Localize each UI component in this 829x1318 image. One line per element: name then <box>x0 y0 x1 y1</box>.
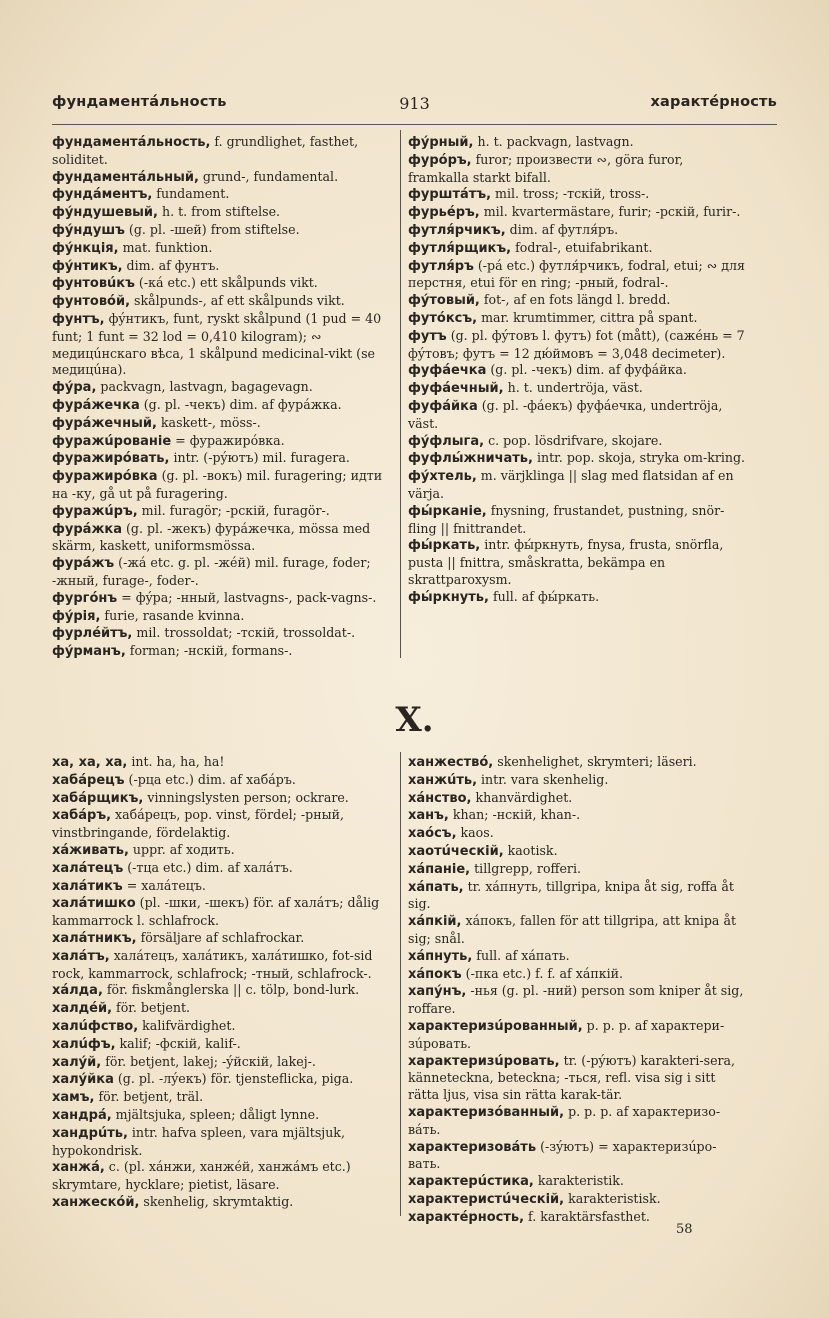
definition: хабáрецъ, pop. vinst, fördel; -рный, vinstbringande, fördelaktig. <box>52 807 349 841</box>
definition: furie, rasande kvinna. <box>100 607 245 623</box>
dictionary-entry <box>408 362 746 380</box>
dictionary-entry <box>52 258 392 276</box>
dictionary-entry <box>52 982 392 1000</box>
dictionary-entry <box>52 1107 392 1125</box>
definition: mil. tross; -тскій, tross-. <box>491 186 650 202</box>
headword: фурáжечка <box>52 397 140 413</box>
dictionary-entry <box>52 169 392 187</box>
headword: фуражúръ, <box>52 503 138 519</box>
dictionary-entry <box>408 1209 746 1227</box>
dictionary-entry <box>408 537 746 588</box>
definition: f. karaktärsfasthet. <box>524 1208 650 1224</box>
bottom-left-column <box>52 754 392 1212</box>
dictionary-entry <box>52 275 392 293</box>
dictionary-entry <box>408 807 746 825</box>
column-divider <box>400 130 401 658</box>
dictionary-entry <box>408 433 746 451</box>
definition: халáтецъ, халáтикъ, халáтишко, fot-sid rock, kammarrock, schlafrock; -тный, schlafrock-. <box>52 947 377 981</box>
headword: футля́рчикъ, <box>408 222 506 238</box>
definition: int. ha, ha, ha! <box>127 754 225 769</box>
definition: skålpunds-, af ett skålpunds vikt. <box>130 293 345 309</box>
definition: vinningslysten person; ockrare. <box>143 789 349 805</box>
definition: intr. hafva spleen, vara mjältsjuk, hypokondrisk. <box>52 1124 349 1158</box>
dictionary-entry <box>52 1018 392 1036</box>
headword: футóксъ, <box>408 310 478 326</box>
definition: (pl. -шки, -шекъ) för. af халáтъ; dålig kammarrock l. schlafrock. <box>52 895 384 929</box>
definition: kaos. <box>456 825 494 841</box>
headword: фы́ркать, <box>408 538 481 554</box>
header-left-guideword: фундаментáльность <box>52 94 227 110</box>
definition: fodral-, etuifabrikant. <box>511 239 653 255</box>
definition: packvagn, lastvagn, bagagevagn. <box>96 379 313 395</box>
dictionary-entry <box>52 521 392 556</box>
headword: фýрія, <box>52 608 101 624</box>
dictionary-entry <box>408 134 746 152</box>
dictionary-entry <box>408 310 746 328</box>
dictionary-entry <box>408 292 746 310</box>
definition: p. p. p. af характеризо-вáть. <box>408 1103 721 1137</box>
headword: фундаментáльный, <box>52 169 199 185</box>
dictionary-entry <box>52 1036 392 1054</box>
definition: tillgrepp, rofferi. <box>470 860 581 876</box>
headword: фундáментъ, <box>52 187 153 203</box>
dictionary-entry <box>52 1071 392 1089</box>
headword: характéрность, <box>408 1209 525 1225</box>
definition: tr. хáпнуть, tillgripa, knipa åt sig, roffa åt sig. <box>408 878 738 912</box>
dictionary-entry <box>52 433 392 451</box>
headword: ханъ, <box>408 808 449 824</box>
definition: intr. vara skenhelig. <box>477 771 609 787</box>
dictionary-entry <box>52 948 392 983</box>
definition: uppr. af ходить. <box>128 841 235 857</box>
definition: (-рца etc.) dim. af хабáръ. <box>124 771 296 787</box>
definition: tr. (-рýютъ) karakteri-sera, känneteckna, beteckna; -ться, refl. visa sig i sitt rätta ljus, visa sin rätta karak-tär. <box>408 1052 740 1103</box>
dictionary-entry <box>52 379 392 397</box>
headword: фуражúрованіе <box>52 433 172 449</box>
dictionary-entry <box>52 415 392 433</box>
headword: хабáрщикъ, <box>52 790 144 806</box>
dictionary-entry <box>52 293 392 311</box>
bottom-right-column <box>408 754 746 1227</box>
definition: kalifvärdighet. <box>138 1017 236 1033</box>
headword: халáтишко <box>52 896 136 912</box>
headword: фýтовый, <box>408 293 480 309</box>
definition: intr. pop. skoja, stryka om-kring. <box>532 450 746 466</box>
dictionary-entry <box>408 589 746 607</box>
definition: f. grundlighet, fasthet, soliditet. <box>52 134 363 167</box>
definition: (-жá etc. g. pl. -жéй) mil. furage, foder; -жный, furage-, foder-. <box>52 555 375 588</box>
dictionary-entry <box>52 204 392 222</box>
headword: ханжествó, <box>408 755 494 770</box>
headword: характеризóванный, <box>408 1104 565 1120</box>
headword: фунтовúкъ <box>52 276 135 292</box>
definition: фýнтикъ, funt, ryskt skålpund (1 pud = 40 funt; 1 funt = 32 lod = 0,410 kilogram); ∾ медицúнскаго вѣса, 1 skålpund medicinal-vikt (se медицúна). <box>52 310 386 378</box>
dictionary-entry <box>408 843 746 861</box>
definition: (-тца etc.) dim. af халáтъ. <box>123 859 293 875</box>
definition: furor; произвести ∾, göra furor, framkalla starkt bifall. <box>408 151 688 185</box>
headword: фуражирóвать, <box>52 451 170 467</box>
dictionary-entry <box>408 1104 746 1139</box>
dictionary-entry <box>52 468 392 503</box>
headword: характерúстика, <box>408 1174 534 1190</box>
headword: характеристúческій, <box>408 1191 565 1207</box>
headword: фы́рканіе, <box>408 503 487 519</box>
definition: grund-, fundamental. <box>198 168 339 184</box>
definition: karakteristik. <box>533 1173 624 1189</box>
definition: (-зýютъ) = характеризúро-вать. <box>408 1138 717 1172</box>
definition: mar. krumtimmer, cittra på spant. <box>477 309 698 325</box>
definition: p. p. p. af характери-зúровать. <box>408 1017 725 1051</box>
definition: fnysning, frustandet, pustning, snör-fling || fnittrandet. <box>408 502 725 536</box>
headword: фуфлы́жничать, <box>408 451 533 467</box>
definition: för. betjent, träl. <box>94 1089 204 1105</box>
dictionary-entry <box>52 1089 392 1107</box>
headword: фуфáечный, <box>408 381 504 397</box>
definition: c. pop. lösdrifvare, skojare. <box>484 432 663 448</box>
dictionary-entry <box>52 842 392 860</box>
dictionary-entry <box>52 643 392 661</box>
definition: (g. pl. -чекъ) dim. af фуфáйка. <box>486 362 687 378</box>
headword: халдéй, <box>52 1001 113 1017</box>
headword: характеризовáть <box>408 1139 537 1155</box>
dictionary-entry <box>408 450 746 468</box>
dictionary-entry <box>408 152 746 187</box>
definition: fundament. <box>152 186 230 202</box>
headword: хáживать, <box>52 842 129 858</box>
dictionary-entry <box>408 825 746 843</box>
headword: халýйка <box>52 1072 114 1088</box>
dictionary-entry <box>408 1018 746 1053</box>
dictionary-entry <box>52 503 392 521</box>
headword: хапýнъ, <box>408 984 467 1000</box>
dictionary-entry <box>52 134 392 169</box>
dictionary-entry <box>52 240 392 258</box>
dictionary-entry <box>408 186 746 204</box>
headword: фýрный, <box>408 135 474 150</box>
dictionary-entry <box>52 754 392 772</box>
headword: фýфлыга, <box>408 433 485 449</box>
dictionary-entry <box>408 380 746 398</box>
headword: хаóсъ, <box>408 826 457 842</box>
dictionary-entry <box>408 879 746 914</box>
definition: (g. pl. -шей) from stiftelse. <box>124 221 300 237</box>
headword: фýндушевый, <box>52 205 158 221</box>
definition: forman; -нскій, formans-. <box>125 643 293 659</box>
dictionary-entry <box>52 625 392 643</box>
headword: хандрúть, <box>52 1125 128 1141</box>
headword: халúфство, <box>52 1018 139 1034</box>
headword: фурштáтъ, <box>408 187 492 203</box>
dictionary-entry <box>408 966 746 984</box>
dictionary-entry <box>52 1000 392 1018</box>
dictionary-entry <box>52 1125 392 1160</box>
headword: фýрманъ, <box>52 644 126 660</box>
dictionary-entry <box>52 311 392 379</box>
definition: хáпокъ, fallen för att tillgripa, att knipa åt sig; snål. <box>408 913 741 946</box>
dictionary-entry <box>408 204 746 222</box>
headword: ха, ха, ха, <box>52 755 128 770</box>
headword: фурáжъ <box>52 556 115 572</box>
header-right-guideword: характéрность <box>650 94 777 110</box>
headword: фурóръ, <box>408 152 472 168</box>
page-footer-number: 58 <box>676 1222 693 1237</box>
headword: фурáжка <box>52 521 122 537</box>
dictionary-entry <box>408 861 746 879</box>
dictionary-entry <box>408 503 746 538</box>
definition: full. af хáпать. <box>472 947 570 963</box>
definition: mil. furagör; -рскій, furagör-. <box>137 502 330 518</box>
dictionary-entry <box>52 590 392 608</box>
dictionary-entry <box>408 754 746 772</box>
definition: intr. (-рýютъ) mil. furagera. <box>169 450 350 466</box>
definition: (-пка etc.) f. f. af хáпкій. <box>461 965 624 981</box>
headword: футля́ръ <box>408 258 474 274</box>
headword: халáтецъ <box>52 860 124 876</box>
dictionary-entry <box>52 878 392 896</box>
definition: khan; -нскій, khan-. <box>448 807 581 823</box>
headword: ханжá, <box>52 1160 105 1176</box>
dictionary-entry <box>408 1191 746 1209</box>
dictionary-entry <box>52 555 392 590</box>
column-divider <box>400 752 401 1216</box>
headword: фýнтикъ, <box>52 258 123 274</box>
headword: фурлéйтъ, <box>52 626 133 642</box>
headword: хáпокъ <box>408 966 462 982</box>
definition: c. (pl. хáнжи, ханжéй, ханжáмъ etc.) skrymtare, hycklare; pietist, läsare. <box>52 1159 355 1193</box>
dictionary-entry <box>408 327 749 363</box>
definition: mat. funktion. <box>118 239 213 255</box>
headword: футъ <box>408 328 447 344</box>
headword: футля́рщикъ, <box>408 240 512 256</box>
dictionary-entry <box>408 468 746 503</box>
page-header <box>52 94 777 122</box>
dictionary-entry <box>408 790 746 808</box>
definition: = фýра; -нный, lastvagns-, pack-vagns-. <box>117 589 377 605</box>
headword: фы́ркнуть, <box>408 589 489 605</box>
headword: фундаментáльность, <box>52 135 211 150</box>
headword: хáнство, <box>408 790 472 806</box>
definition: försäljare af schlafrockar. <box>136 929 305 945</box>
headword: хáпнуть, <box>408 948 473 964</box>
headword: халáтъ, <box>52 948 110 964</box>
definition: m. värjklinga || slag med flatsidan af en värja. <box>408 468 738 501</box>
dictionary-entry <box>52 1054 392 1072</box>
dictionary-entry <box>408 1173 746 1191</box>
definition: (g. pl. -вокъ) mil. furagering; идти на -ку, gå ut på furagering. <box>52 468 387 501</box>
definition: skenhelig, skrymtaktig. <box>139 1193 294 1209</box>
definition: kalif; -фскій, kalif-. <box>115 1035 241 1051</box>
definition: karakteristisk. <box>564 1190 661 1206</box>
definition: = халáтецъ. <box>122 877 206 893</box>
definition: (g. pl. -лýекъ) för. tjensteflicka, piga. <box>113 1071 354 1087</box>
definition: (g. pl. -жекъ) фурáжечка, mössa med skärm, kaskett, uniformsmössa. <box>52 520 375 554</box>
headword: хандрá, <box>52 1107 112 1123</box>
definition: dim. af футля́ръ. <box>505 221 619 237</box>
headword: халáтикъ <box>52 878 123 894</box>
definition: full. af фы́ркать. <box>488 588 600 604</box>
definition: = фуражирóвка. <box>171 432 285 448</box>
headword: фуфáйка <box>408 398 478 414</box>
dictionary-entry <box>52 1159 392 1194</box>
headword: фýра, <box>52 380 97 396</box>
header-rule <box>52 124 777 125</box>
dictionary-entry <box>408 772 746 790</box>
dictionary-entry <box>52 895 392 930</box>
definition: (-кá etc.) ett skålpunds vikt. <box>134 275 318 291</box>
headword: фурáжечный, <box>52 415 157 431</box>
definition: khanvärdighet. <box>471 789 573 805</box>
definition: mil. trossoldat; -тскій, trossoldat-. <box>132 625 356 641</box>
definition: skenhelighet, skrymteri; läseri. <box>493 754 697 769</box>
dictionary-entry <box>408 222 746 240</box>
dictionary-entry <box>52 1194 392 1212</box>
dictionary-entry <box>408 983 746 1018</box>
dictionary-entry <box>52 186 392 204</box>
definition: h. t. packvagn, lastvagn. <box>473 134 634 149</box>
headword: фурьéръ, <box>408 205 480 221</box>
headword: фунтъ, <box>52 311 105 327</box>
dictionary-entry <box>408 913 746 948</box>
headword: фунтовóй, <box>52 294 131 310</box>
dictionary-entry <box>52 608 392 626</box>
headword: характеризúровать, <box>408 1053 560 1069</box>
headword: хáпкій, <box>408 914 462 930</box>
definition: för. fiskmånglerska || c. tölp, bond-lurk. <box>102 982 360 998</box>
top-right-column <box>408 134 749 607</box>
definition: mil. kvartermästare, furir; -рскій, furir-. <box>479 204 741 220</box>
dictionary-entry <box>408 1139 746 1174</box>
headword: хабáръ, <box>52 808 112 824</box>
dictionary-entry <box>408 948 746 966</box>
headword: фýндушъ <box>52 222 125 238</box>
headword: фýнкція, <box>52 240 119 256</box>
headword: ханжúть, <box>408 772 478 788</box>
definition: intr. фы́ркнуть, fnysa, frusta, snörfla, pusta || fnittra, småskratta, bekämpa en skrattparoxysm. <box>408 537 728 587</box>
headword: халúфъ, <box>52 1036 116 1052</box>
dictionary-entry <box>52 772 392 790</box>
dictionary-entry <box>52 807 392 842</box>
definition: dim. af фунтъ. <box>122 257 220 273</box>
headword: фýхтель, <box>408 469 477 485</box>
page-number: 913 <box>399 94 430 113</box>
headword: характеризúрованный, <box>408 1018 583 1034</box>
definition: kaskett-, möss-. <box>156 414 261 430</box>
definition: (g. pl. -чекъ) dim. af фурáжка. <box>139 396 342 412</box>
dictionary-entry <box>52 450 392 468</box>
dictionary-entry <box>408 1053 746 1104</box>
headword: хáпаніе, <box>408 861 471 877</box>
headword: фуражирóвка <box>52 469 158 485</box>
headword: хáлда, <box>52 983 103 999</box>
dictionary-entry <box>52 860 392 878</box>
definition: h. t. from stiftelse. <box>157 204 281 220</box>
section-letter: X. <box>395 700 434 740</box>
definition: (g. pl. -фáекъ) фуфáечка, undertröja, väst. <box>408 397 727 431</box>
definition: mjältsjuka, spleen; dåligt lynne. <box>111 1106 320 1122</box>
dictionary-entry <box>408 398 746 433</box>
dictionary-entry <box>52 397 392 415</box>
definition: (-рá etc.) футля́рчикъ, fodral, etui; ∾ для перстня, etui för en ring; -рный, fodral-. <box>408 257 749 291</box>
headword: ханжескóй, <box>52 1194 140 1210</box>
headword: хаотúческій, <box>408 843 504 859</box>
dictionary-entry <box>52 930 392 948</box>
definition: (g. pl. фýтовъ l. футъ) fot (mått), (сажéнь = 7 фýтовъ; футъ = 12 дю́ймовъ = 3,048 decimeter). <box>408 327 749 361</box>
definition: h. t. undertröja, väst. <box>503 380 643 396</box>
definition: för. betjent. <box>112 1000 191 1016</box>
definition: -нья (g. pl. -ний) person som kniper åt sig, roffare. <box>408 983 748 1017</box>
headword: хáпать, <box>408 879 464 895</box>
definition: fot-, af en fots längd l. bredd. <box>479 292 671 308</box>
top-left-column <box>52 134 392 661</box>
headword: хабáрецъ <box>52 772 125 788</box>
headword: фургóнъ <box>52 590 118 606</box>
headword: хамъ, <box>52 1090 95 1106</box>
dictionary-entry <box>408 240 746 258</box>
definition: för. betjent, lakej; -ýйскій, lakej-. <box>101 1053 316 1069</box>
definition: kaotisk. <box>503 842 558 858</box>
dictionary-entry <box>408 257 749 293</box>
dictionary-entry <box>52 790 392 808</box>
headword: халáтникъ, <box>52 930 137 946</box>
dictionary-entry <box>52 222 392 240</box>
headword: фуфáечка <box>408 363 487 379</box>
headword: халýй, <box>52 1054 102 1070</box>
